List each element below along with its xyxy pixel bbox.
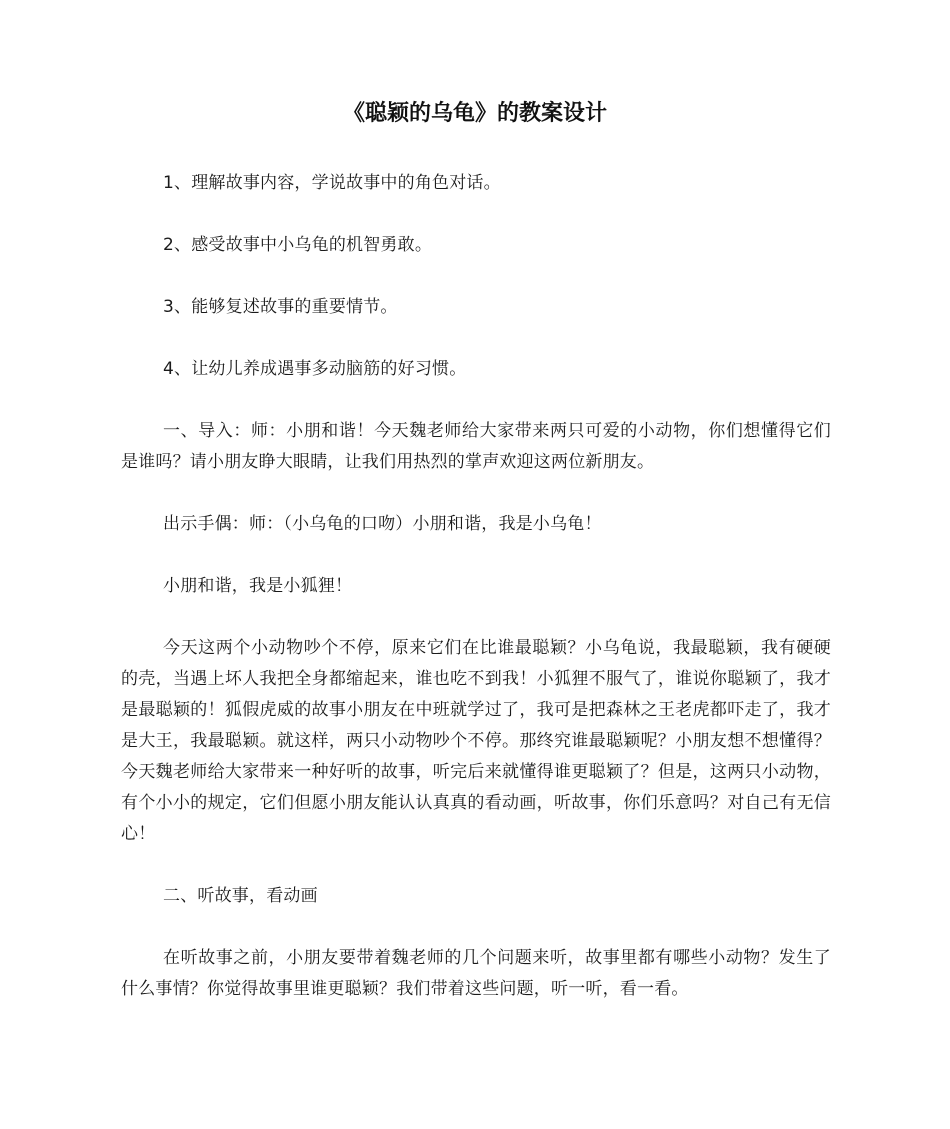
objective-4: 4、让幼儿养成遇事多动脑筋的好习惯。 — [163, 359, 467, 379]
section-two-heading: 二、听故事，看动画 — [163, 886, 318, 906]
puppet-turtle-line: 出示手偶：师：（小乌龟的口吻）小朋和谐，我是小乌龟！ — [163, 514, 602, 534]
section-intro: 一、导入：师：小朋和谐！今天魏老师给大家带来两只可爱的小动物，你们想懂得它们是谁吗？请小朋友睁大眼睛，让我们用热烈的掌声欢迎这两位新朋友。 — [121, 421, 831, 472]
listening-questions-paragraph: 在听故事之前，小朋友要带着魏老师的几个问题来听，故事里都有哪些小动物？发生了什么事情？你觉得故事里谁更聪颖？我们带着这些问题，听一听，看一看。 — [121, 948, 831, 999]
objective-1: 1、理解故事内容，学说故事中的角色对话。 — [163, 173, 501, 193]
story-setup-paragraph: 今天这两个小动物吵个不停，原来它们在比谁最聪颖？小乌龟说，我最聪颖，我有硬硬的壳，当遇上坏人我把全身都缩起来，谁也吃不到我！小狐狸不服气了，谁说你聪颖了，我才是最聪颖的！狐假虎威的故事小朋友在中班就学过了，我可是把森林之王老虎都吓走了，我才是大王，我最聪颖。就这样，两只小动物吵个不停。那终究谁最聪颖呢？小朋友想不想懂得？今天魏老师给大家带来一种好听的故事，听完后来就懂得谁更聪颖了？但是，这两只小动物，有个小小的规定，它们但愿小朋友能认认真真的看动画，听故事，你们乐意吗？对自己有无信心！ — [121, 638, 831, 844]
puppet-fox-line: 小朋和谐，我是小狐狸！ — [163, 576, 353, 596]
document-body — [121, 168, 831, 1036]
objective-3: 3、能够复述故事的重要情节。 — [163, 297, 398, 317]
objective-2: 2、感受故事中小乌龟的机智勇敢。 — [163, 235, 433, 255]
document-title: 《聪颖的乌龟》的教案设计 — [342, 101, 607, 126]
